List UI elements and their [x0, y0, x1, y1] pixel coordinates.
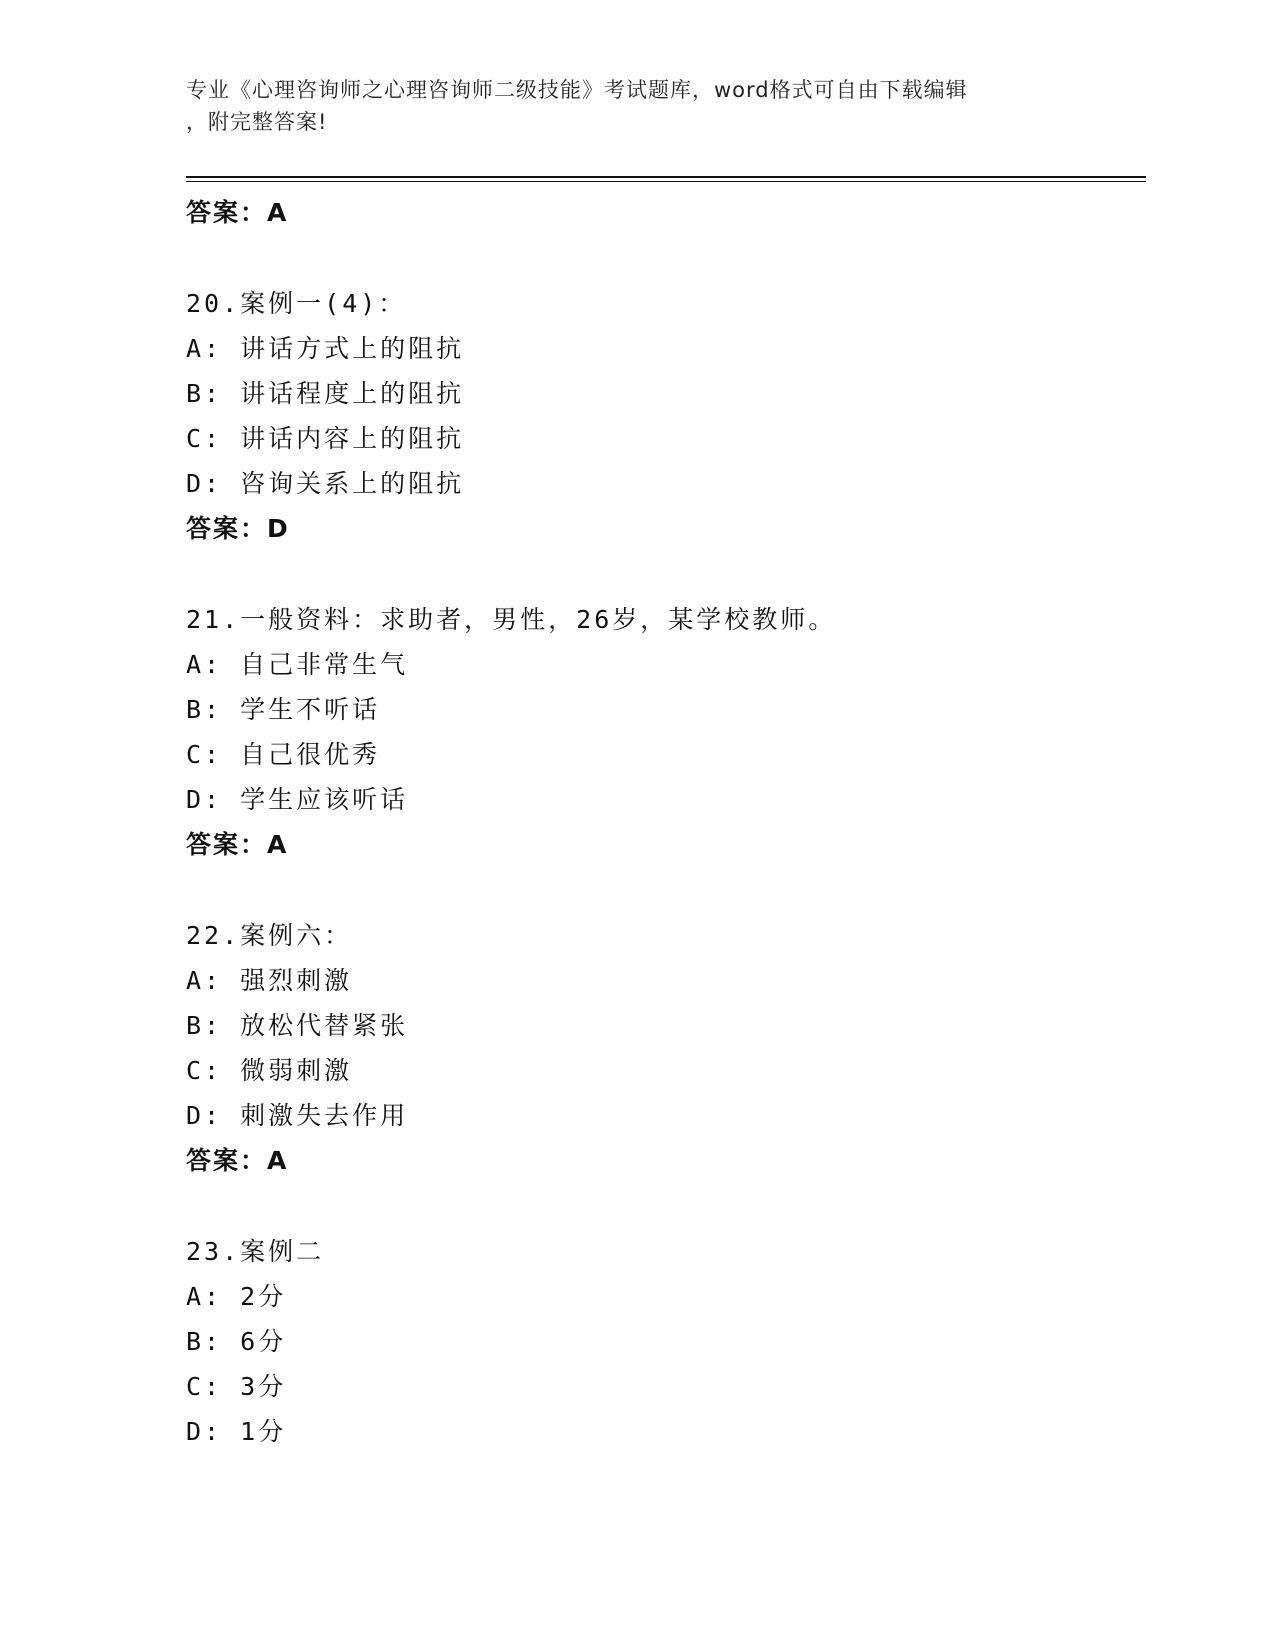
header-line-2: ，附完整答案! [186, 110, 328, 134]
option-c: C: 讲话内容上的阻抗 [186, 424, 465, 453]
header-divider [186, 176, 1146, 178]
option-c: C: 3分 [186, 1372, 287, 1401]
header-divider-thin [186, 181, 1146, 182]
option-b: B: 讲话程度上的阻抗 [186, 379, 465, 408]
option-d: D: 学生应该听话 [186, 785, 409, 814]
option-d: D: 1分 [186, 1417, 287, 1446]
question-title: 22.案例六： [186, 921, 353, 950]
question-title: 21.一般资料：求助者，男性，26岁，某学校教师。 [186, 605, 837, 634]
option-d: D: 咨询关系上的阻抗 [186, 469, 465, 498]
question-list [186, 190, 1136, 1454]
answer: 答案：D [186, 514, 290, 543]
answer: 答案：A [186, 1146, 289, 1175]
option-b: B: 学生不听话 [186, 695, 381, 724]
option-d: D: 刺激失去作用 [186, 1101, 409, 1130]
option-a: A: 讲话方式上的阻抗 [186, 334, 465, 363]
option-a: A: 2分 [186, 1282, 287, 1311]
document-header [186, 74, 1066, 138]
question-20 [186, 281, 1136, 551]
answer: 答案：A [186, 830, 289, 859]
option-a: A: 强烈刺激 [186, 966, 353, 995]
question-title: 20.案例一(4)： [186, 289, 407, 318]
question-23 [186, 1229, 1136, 1454]
option-b: B: 6分 [186, 1327, 287, 1356]
question-22 [186, 913, 1136, 1183]
question-21 [186, 597, 1136, 867]
option-b: B: 放松代替紧张 [186, 1011, 409, 1040]
answer-prev: 答案：A [186, 198, 289, 227]
option-a: A: 自己非常生气 [186, 650, 409, 679]
option-c: C: 自己很优秀 [186, 740, 381, 769]
option-c: C: 微弱刺激 [186, 1056, 353, 1085]
question-title: 23.案例二 [186, 1237, 325, 1266]
header-line-1: 专业《心理咨询师之心理咨询师二级技能》考试题库，word格式可自由下载编辑 [186, 78, 968, 102]
